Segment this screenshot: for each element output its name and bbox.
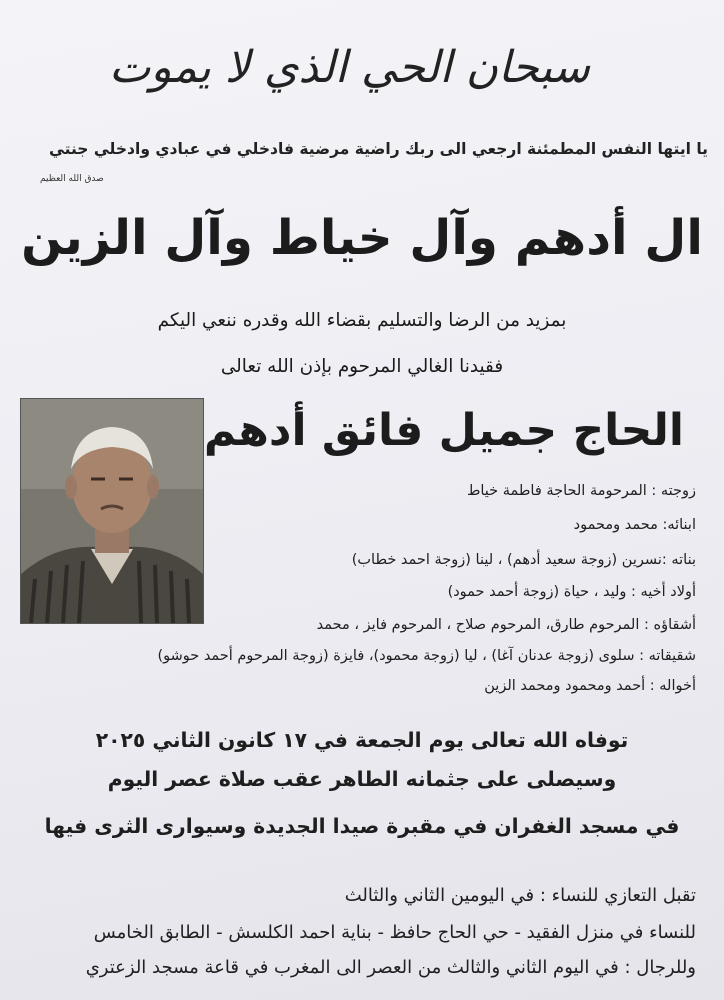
condolence-line: للنساء في منزل الفقيد - حي الحاج حافظ - بناية احمد الكلسش - الطابق الخامس	[93, 922, 696, 943]
relatives-line: شقيقاته : سلوى (زوجة عدنان آغا) ، ليا (زوجة محمود)، فايزة (زوجة المرحوم أحمد حوشو)	[157, 648, 696, 664]
intro-line-2: فقيدنا الغالي المرحوم بإذن الله تعالى	[220, 356, 504, 377]
death-notice-line: في مسجد الغفران في مقبرة صيدا الجديدة وسيوارى الثرى فيها	[44, 814, 680, 838]
condolence-line: وللرجال : في اليوم الثاني والثالث من العصر الى المغرب في قاعة مسجد الزعتري	[85, 957, 696, 978]
deceased-name: الحاج جميل فائق أدهم	[203, 405, 684, 456]
deceased-photo	[20, 398, 204, 624]
relatives-line: أخواله : أحمد ومحمود ومحمد الزين	[484, 678, 696, 694]
condolence-line: تقبل التعازي للنساء : في اليومين الثاني والثالث	[344, 885, 696, 906]
intro-line-1: بمزيد من الرضا والتسليم بقضاء الله وقدره ننعي اليكم	[157, 310, 567, 331]
portrait-illustration	[21, 399, 203, 623]
calligraphy-header: سبحان الحي الذي لا يموت	[108, 42, 590, 93]
death-notice-line: توفاه الله تعالى يوم الجمعة في ١٧ كانون الثاني ٢٠٢٥	[95, 728, 629, 752]
relatives-line: زوجته : المرحومة الحاجة فاطمة خياط	[466, 483, 696, 499]
quran-verse: يا ايتها النفس المطمئنة ارجعي الى ربك راضية مرضية فادخلي في عبادي وادخلي جنتي	[48, 140, 708, 158]
relatives-line: ابنائه: محمد ومحمود	[573, 517, 696, 533]
relatives-line: أشقاؤه : المرحوم طارق، المرحوم صلاح ، المرحوم فايز ، محمد	[316, 617, 696, 633]
death-notice-line: وسيصلى على جثمانه الطاهر عقب صلاة عصر اليوم	[107, 767, 617, 791]
relatives-line: بناته :نسرين (زوجة سعيد أدهم) ، لينا (زوجة احمد خطاب)	[351, 552, 696, 568]
sadaqa-note: صدق الله العظيم	[40, 174, 104, 184]
families-title: ال أدهم وآل خياط وآل الزين	[21, 210, 703, 266]
relatives-line: أولاد أخيه : وليد ، حياة (زوجة أحمد حمود)	[447, 584, 696, 600]
